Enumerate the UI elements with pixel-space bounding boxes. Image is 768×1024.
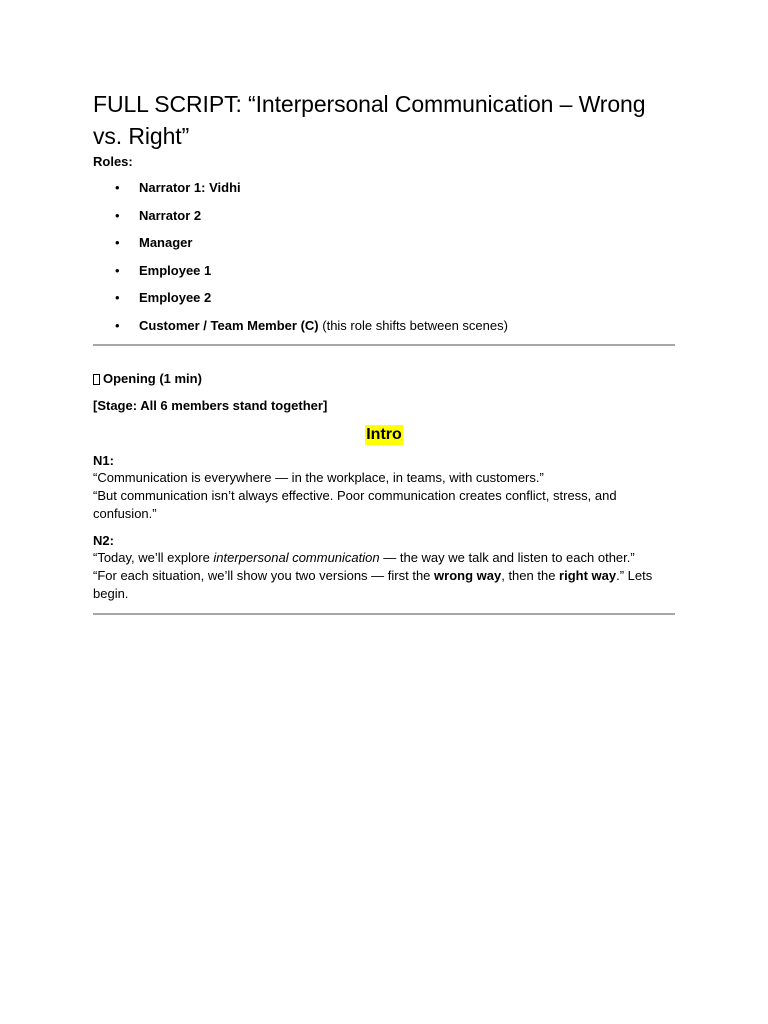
role-name: Narrator 1: Vidhi: [139, 180, 241, 195]
n2-right-way: right way: [559, 568, 617, 583]
role-note: (this role shifts between scenes): [318, 317, 508, 333]
n2-line-1-pre: “Today, we’ll explore: [93, 550, 214, 565]
opening-heading-text: Opening (1 min): [103, 371, 202, 386]
role-name: Employee 1: [139, 262, 212, 278]
missing-glyph-icon: [93, 374, 100, 385]
n2-wrong-way: wrong way: [434, 568, 502, 583]
role-item: [93, 235, 675, 251]
role-item: [93, 208, 675, 224]
n1-line-2: “But communication isn’t always effective. Poor communication creates conflict, stress, and confusion.”: [93, 488, 617, 521]
horizontal-rule: [93, 613, 675, 615]
bullet-icon: •: [115, 262, 120, 278]
opening-heading: [93, 371, 675, 387]
stage-direction: [Stage: All 6 members stand together]: [93, 398, 328, 413]
n2-line-2-pre: “For each situation, we’ll show you two versions — first the: [93, 568, 435, 583]
n2-line-2: [93, 567, 675, 603]
n2-line-2-post: .” Lets begin.: [93, 568, 653, 601]
role-name: Manager: [139, 235, 193, 250]
bullet-icon: •: [115, 235, 120, 250]
role-name: Narrator 2: [139, 207, 202, 223]
role-name: Employee 2: [139, 290, 212, 305]
n2-line-1-emphasis: interpersonal communication: [213, 550, 380, 565]
intro-heading: [93, 425, 675, 447]
n2-line-1-post: — the way we talk and listen to each other.”: [379, 550, 635, 565]
roles-label: Roles:: [93, 154, 133, 169]
role-item: [93, 318, 675, 334]
bullet-icon: •: [115, 180, 120, 195]
document-page: [93, 88, 675, 615]
document-title: FULL SCRIPT: “Interpersonal Communication – Wrong vs. Right”: [93, 91, 646, 149]
horizontal-rule: [93, 344, 675, 346]
speaker-n1-label: N1:: [93, 453, 114, 468]
roles-list: [93, 180, 675, 334]
n1-line-1: “Communication is everywhere — in the workplace, in teams, with customers.”: [93, 470, 544, 485]
speaker-n2-label: N2:: [93, 533, 114, 548]
role-item: [93, 290, 675, 306]
n2-line-1: [93, 549, 675, 567]
intro-label: Intro: [366, 426, 402, 443]
n2-line-2-mid: , then the: [501, 568, 560, 583]
bullet-icon: •: [115, 290, 120, 305]
bullet-icon: •: [115, 207, 120, 223]
role-name: Customer / Team Member (C): [139, 317, 319, 333]
bullet-icon: •: [115, 317, 120, 333]
role-item: [93, 180, 675, 196]
role-item: [93, 263, 675, 279]
